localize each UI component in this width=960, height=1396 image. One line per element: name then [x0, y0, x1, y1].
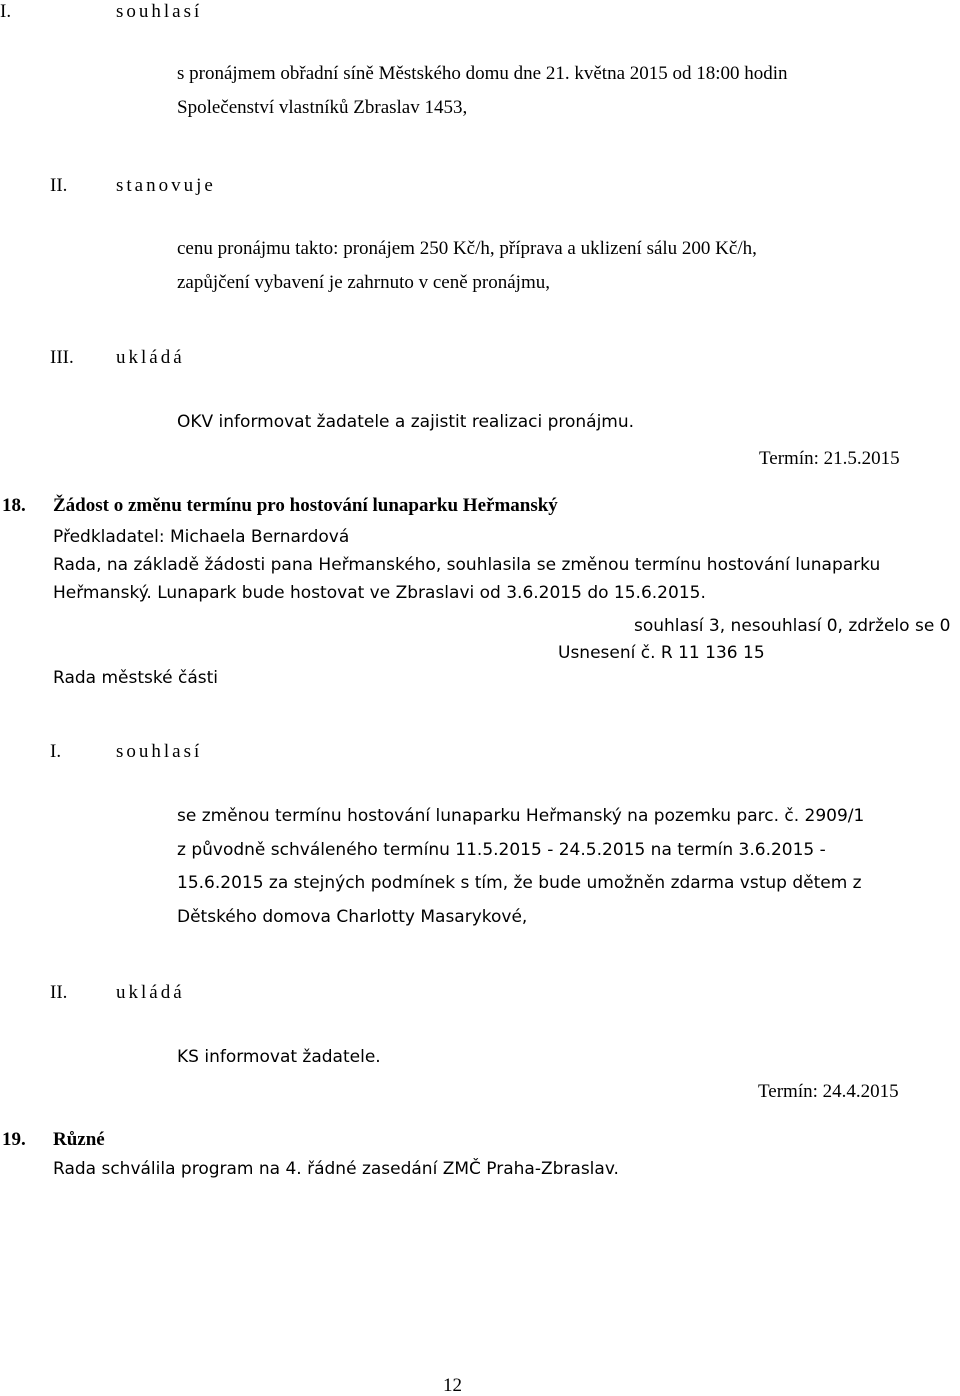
resolution-1-text-line: se změnou termínu hostování lunaparku Heřmanský na pozemku parc. č. 2909/1 [177, 806, 865, 826]
resolution-1-number: I. [0, 1, 12, 22]
page-number: 12 [443, 1375, 462, 1396]
resolution-1-text-line: 15.6.2015 za stejných podmínek s tím, že bude umožněn zdarma vstup dětem z [177, 873, 862, 893]
resolution-2-number: II. [50, 982, 68, 1003]
item-title: Žádost o změnu termínu pro hostování lunaparku Heřmanský [53, 495, 558, 516]
resolution-2-verb: ukládá [116, 982, 185, 1003]
resolution-1-verb: souhlasí [116, 741, 203, 762]
resolution-1-text-line: Společenství vlastníků Zbraslav 1453, [177, 97, 468, 118]
vote-result: souhlasí 3, nesouhlasí 0, zdrželo se 0 [634, 616, 951, 636]
submitter: Předkladatel: Michaela Bernardová [53, 527, 350, 547]
resolution-2-verb: stanovuje [116, 175, 216, 196]
resolution-3-verb: ukládá [116, 347, 185, 368]
deadline: Termín: 24.4.2015 [758, 1081, 899, 1102]
resolution-2-text: KS informovat žadatele. [177, 1047, 381, 1067]
resolution-2-text-line: cenu pronájmu takto: pronájem 250 Kč/h, příprava a uklizení sálu 200 Kč/h, [177, 238, 757, 259]
resolution-1-verb: souhlasí [116, 1, 203, 22]
resolution-1-text-line: z původně schváleného termínu 11.5.2015 - 24.5.2015 na termín 3.6.2015 - [177, 840, 826, 860]
item-number: 19. [2, 1129, 26, 1150]
resolution-1-number: I. [50, 741, 62, 762]
resolution-2-number: II. [50, 175, 68, 196]
resolution-3-number: III. [50, 347, 74, 368]
resolution-number: Usnesení č. R 11 136 15 [558, 643, 765, 663]
item-title: Různé [53, 1129, 105, 1150]
item-number: 18. [2, 495, 26, 516]
item-body-line: Rada, na základě žádosti pana Heřmanského, souhlasila se změnou termínu hostování lunaparku [53, 555, 881, 575]
resolution-2-text-line: zapůjčení vybavení je zahrnuto v ceně pronájmu, [177, 272, 550, 293]
council-heading: Rada městské části [53, 668, 218, 688]
resolution-3-text: OKV informovat žadatele a zajistit realizaci pronájmu. [177, 412, 635, 432]
item-body: Rada schválila program na 4. řádné zasedání ZMČ Praha-Zbraslav. [53, 1159, 619, 1179]
deadline: Termín: 21.5.2015 [759, 448, 900, 469]
resolution-1-text-line: s pronájmem obřadní síně Městského domu dne 21. května 2015 od 18:00 hodin [177, 63, 788, 84]
resolution-1-text-line: Dětského domova Charlotty Masarykové, [177, 907, 528, 927]
item-body-line: Heřmanský. Lunapark bude hostovat ve Zbraslavi od 3.6.2015 do 15.6.2015. [53, 583, 706, 603]
